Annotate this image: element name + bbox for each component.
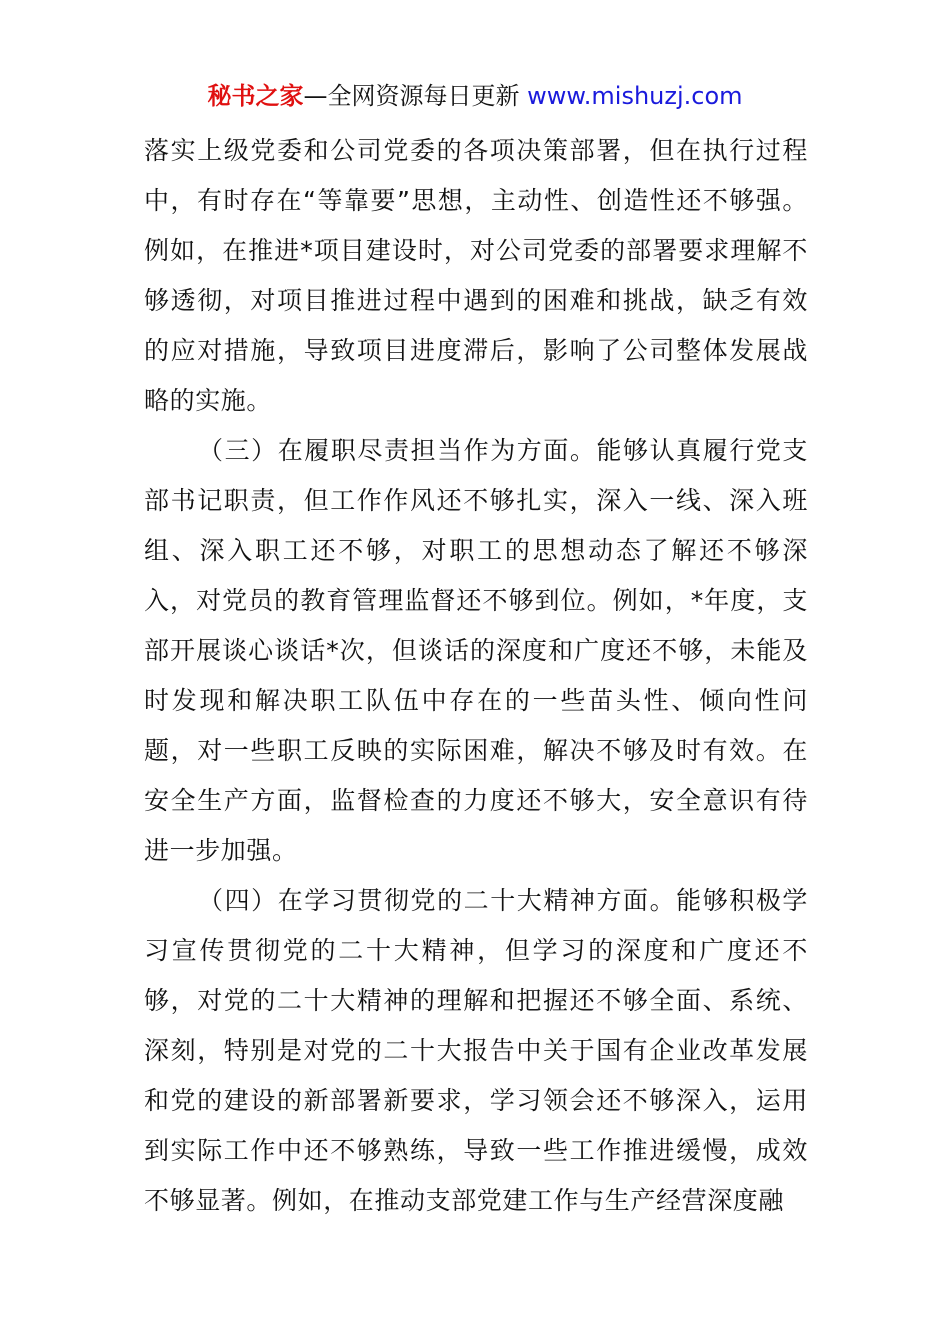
header-tagline: —全网资源每日更新 (303, 82, 528, 110)
document-body (144, 126, 808, 1226)
paragraph-section-four: （四）在学习贯彻党的二十大精神方面。能够积极学习宣传贯彻党的二十大精神，但学习的深度和广度还不够，对党的二十大精神的理解和把握还不够全面、系统、深刻，特别是对党的二十大报告中关于国有企业改革发展和党的建设的新部署新要求，学习领会还不够深入，运用到实际工作中还不够熟练，导致一些工作推进缓慢，成效不够显著。例如，在推动支部党建工作与生产经营深度融 (144, 886, 808, 1215)
paragraph-section-three: （三）在履职尽责担当作为方面。能够认真履行党支部书记职责，但工作作风还不够扎实，深入一线、深入班组、深入职工还不够，对职工的思想动态了解还不够深入，对党员的教育管理监督还不够到位。例如，*年度，支部开展谈心谈话*次，但谈话的深度和广度还不够，未能及时发现和解决职工队伍中存在的一些苗头性、倾向性问题，对一些职工反映的实际困难，解决不够及时有效。在安全生产方面，监督检查的力度还不够大，安全意识有待进一步加强。 (144, 436, 808, 865)
website-link[interactable]: www.mishuzj.com (527, 82, 743, 110)
page-header (0, 80, 950, 112)
paragraph-continuation: 落实上级党委和公司党委的各项决策部署，但在执行过程中，有时存在“等靠要”思想，主动性、创造性还不够强。例如，在推进*项目建设时，对公司党委的部署要求理解不够透彻，对项目推进过程中遇到的困难和挑战，缺乏有效的应对措施，导致项目进度滞后，影响了公司整体发展战略的实施。 (144, 136, 808, 415)
brand-name: 秘书之家 (207, 82, 304, 110)
